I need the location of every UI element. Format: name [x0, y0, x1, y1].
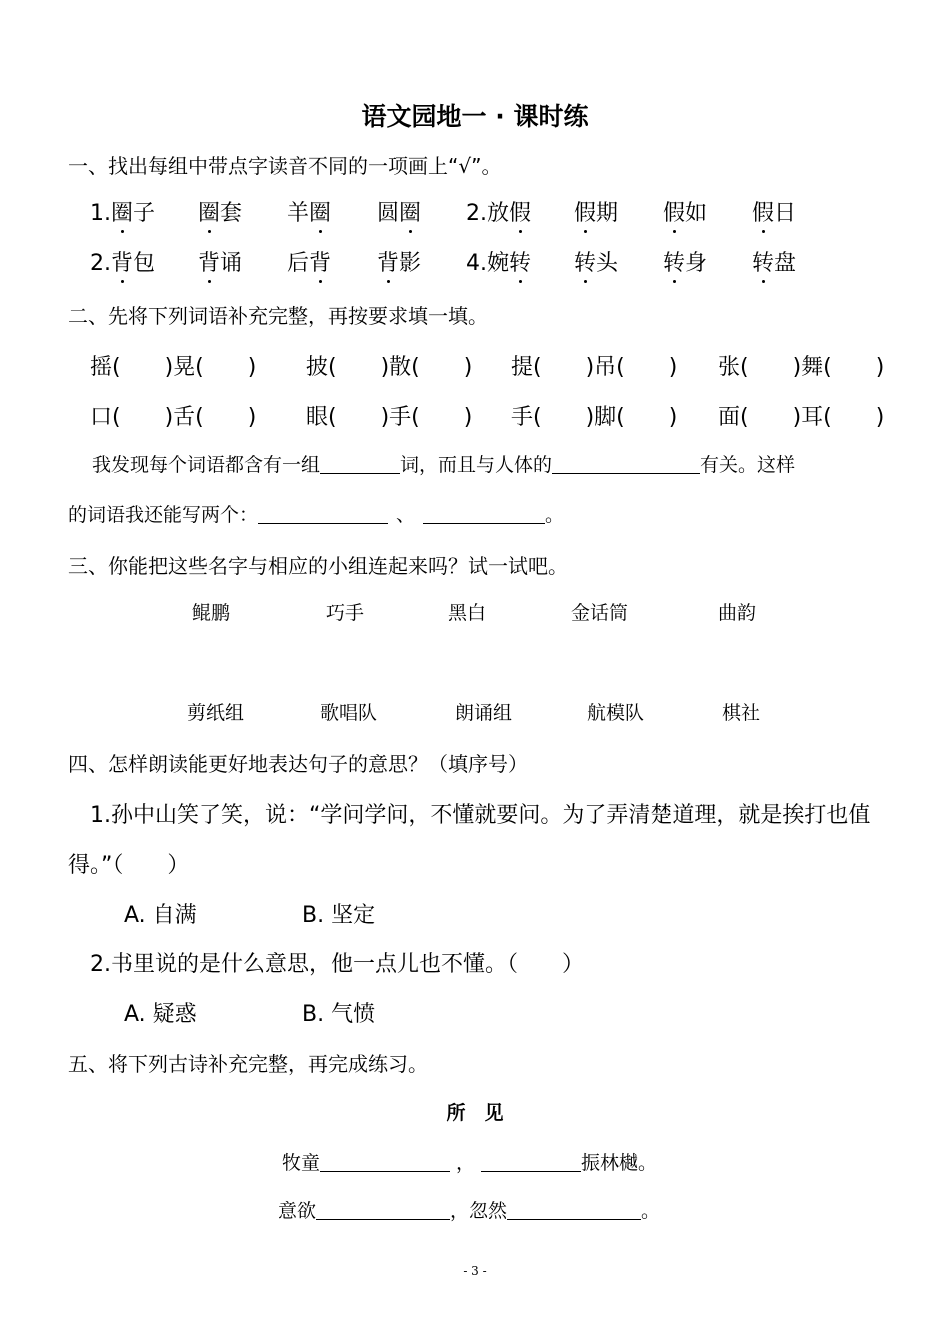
question-2-option-a[interactable]: A. 疑惑: [124, 1002, 197, 1027]
poem-text: ，忽然: [450, 1200, 508, 1222]
phrase-fill-item[interactable]: 披( )散( ): [306, 355, 473, 380]
word-char: 羊: [287, 201, 310, 226]
dotted-char: 转: [663, 246, 685, 277]
word-item[interactable]: [752, 196, 796, 227]
dotted-char: 转: [509, 246, 531, 277]
dotted-char: 圈: [309, 196, 331, 227]
page-title: 语文园地一 · 课时练: [361, 102, 589, 131]
word-char: 头: [596, 251, 619, 276]
dotted-char: 转: [574, 246, 596, 277]
question-1-option-b[interactable]: B. 坚定: [302, 903, 376, 928]
word-item[interactable]: [287, 246, 331, 277]
dotted-char: 假: [509, 196, 531, 227]
word-item[interactable]: [90, 246, 155, 277]
dotted-char: 背: [111, 246, 133, 277]
word-item[interactable]: [198, 196, 242, 227]
poem-title: 所 见: [446, 1102, 504, 1124]
poem-text: 牧童: [282, 1152, 321, 1174]
dotted-char: 背: [377, 246, 399, 277]
fill-text: 。: [545, 504, 565, 526]
blank-poem-1[interactable]: [320, 1153, 450, 1172]
poem-line-2: [278, 1196, 660, 1223]
blank-poem-2[interactable]: [481, 1153, 581, 1172]
phrase-fill-item[interactable]: 面( )耳( ): [718, 405, 885, 430]
question-1-option-a[interactable]: A. 自满: [124, 903, 197, 928]
word-char: 2.: [90, 251, 111, 276]
match-name[interactable]: 金话筒: [571, 602, 629, 624]
word-char: 子: [133, 201, 156, 226]
word-char: 套: [220, 201, 243, 226]
blank-poem-3[interactable]: [316, 1201, 450, 1220]
section-4-heading: 四、怎样朗读能更好地表达句子的意思？（填序号）: [68, 752, 528, 776]
fill-text: 词，而且与人体的: [400, 454, 553, 476]
word-item[interactable]: [663, 246, 707, 277]
word-item[interactable]: [752, 246, 796, 277]
section-2-heading: 二、先将下列词语补充完整，再按要求填一填。: [68, 304, 488, 328]
blank-example-2[interactable]: [423, 505, 545, 524]
dotted-char: 背: [309, 246, 331, 277]
blank-example-1[interactable]: [258, 505, 388, 524]
phrase-fill-item[interactable]: 口( )舌( ): [90, 405, 257, 430]
phrase-fill-item[interactable]: 提( )吊( ): [511, 355, 678, 380]
dotted-char: 背: [198, 246, 220, 277]
match-group[interactable]: 歌唱队: [320, 702, 378, 724]
word-char: 盘: [774, 251, 797, 276]
dotted-char: 转: [752, 246, 774, 277]
phrase-fill-item[interactable]: 手( )脚( ): [511, 405, 678, 430]
page-number: - 3 -: [463, 1264, 487, 1278]
match-name[interactable]: 鲲鹏: [192, 602, 231, 624]
match-group[interactable]: 朗诵组: [455, 702, 513, 724]
poem-text: 意欲: [278, 1200, 317, 1222]
word-item[interactable]: [466, 196, 531, 227]
section-2-fill-line-1: [92, 450, 795, 477]
phrase-fill-item[interactable]: 张( )舞( ): [718, 355, 885, 380]
match-group[interactable]: 航模队: [587, 702, 645, 724]
word-char: 婉: [487, 251, 510, 276]
dotted-char: 假: [574, 196, 596, 227]
poem-text: 。: [641, 1200, 661, 1222]
dotted-char: 圈: [198, 196, 220, 227]
match-group[interactable]: 剪纸组: [187, 702, 245, 724]
word-item[interactable]: [90, 196, 155, 227]
fill-text: 、: [396, 504, 416, 526]
question-1-text-cont: 得。”（ ）: [68, 853, 190, 878]
word-item[interactable]: [377, 196, 421, 227]
word-char: 如: [685, 201, 708, 226]
phrase-fill-item[interactable]: 摇( )晃( ): [90, 355, 257, 380]
word-char: 4.: [466, 251, 487, 276]
word-item[interactable]: [198, 246, 242, 277]
question-2-option-b[interactable]: B. 气愤: [302, 1002, 376, 1027]
word-char: 包: [133, 251, 156, 276]
word-item[interactable]: [574, 196, 618, 227]
section-2-fill-line-2: [68, 500, 564, 527]
blank-body-part[interactable]: [552, 455, 700, 474]
word-char: 期: [596, 201, 619, 226]
word-char: 影: [399, 251, 422, 276]
match-name[interactable]: 巧手: [326, 602, 365, 624]
dotted-char: 圈: [111, 196, 133, 227]
fill-text: 的词语我还能写两个：: [68, 504, 259, 526]
word-char: 日: [774, 201, 797, 226]
word-char: 圆: [377, 201, 400, 226]
poem-text: ，: [456, 1152, 476, 1174]
word-char: 诵: [220, 251, 243, 276]
dotted-char: 假: [752, 196, 774, 227]
poem-line-1: [282, 1148, 657, 1175]
question-2-text: 2.书里说的是什么意思，他一点儿也不懂。（ ）: [90, 952, 584, 977]
section-1-heading: 一、找出每组中带点字读音不同的一项画上“√”。: [68, 154, 502, 178]
word-char: 身: [685, 251, 708, 276]
word-item[interactable]: [377, 246, 421, 277]
question-1-text: 1.孙中山笑了笑，说：“学问学问，不懂就要问。为了弄清楚道理，就是挨打也值: [90, 803, 871, 828]
fill-text: 有关。这样: [700, 454, 796, 476]
section-5-heading: 五、将下列古诗补充完整，再完成练习。: [68, 1052, 428, 1076]
word-char: 放: [487, 201, 510, 226]
match-name[interactable]: 曲韵: [718, 602, 757, 624]
word-item[interactable]: [663, 196, 707, 227]
blank-poem-4[interactable]: [507, 1201, 641, 1220]
fill-text: 我发现每个词语都含有一组: [92, 454, 321, 476]
phrase-fill-item[interactable]: 眼( )手( ): [306, 405, 473, 430]
word-char: 2.: [466, 201, 487, 226]
word-char: 后: [287, 251, 310, 276]
section-3-heading: 三、你能把这些名字与相应的小组连起来吗？试一试吧。: [68, 554, 568, 578]
match-name[interactable]: 黑白: [448, 602, 487, 624]
dotted-char: 假: [663, 196, 685, 227]
word-item[interactable]: [574, 246, 618, 277]
blank-word-type[interactable]: [320, 455, 400, 474]
word-item[interactable]: [466, 246, 531, 277]
word-item[interactable]: [287, 196, 331, 227]
poem-text: 振林樾。: [581, 1152, 658, 1174]
dotted-char: 圈: [399, 196, 421, 227]
word-char: 1.: [90, 201, 111, 226]
match-group[interactable]: 棋社: [722, 702, 761, 724]
